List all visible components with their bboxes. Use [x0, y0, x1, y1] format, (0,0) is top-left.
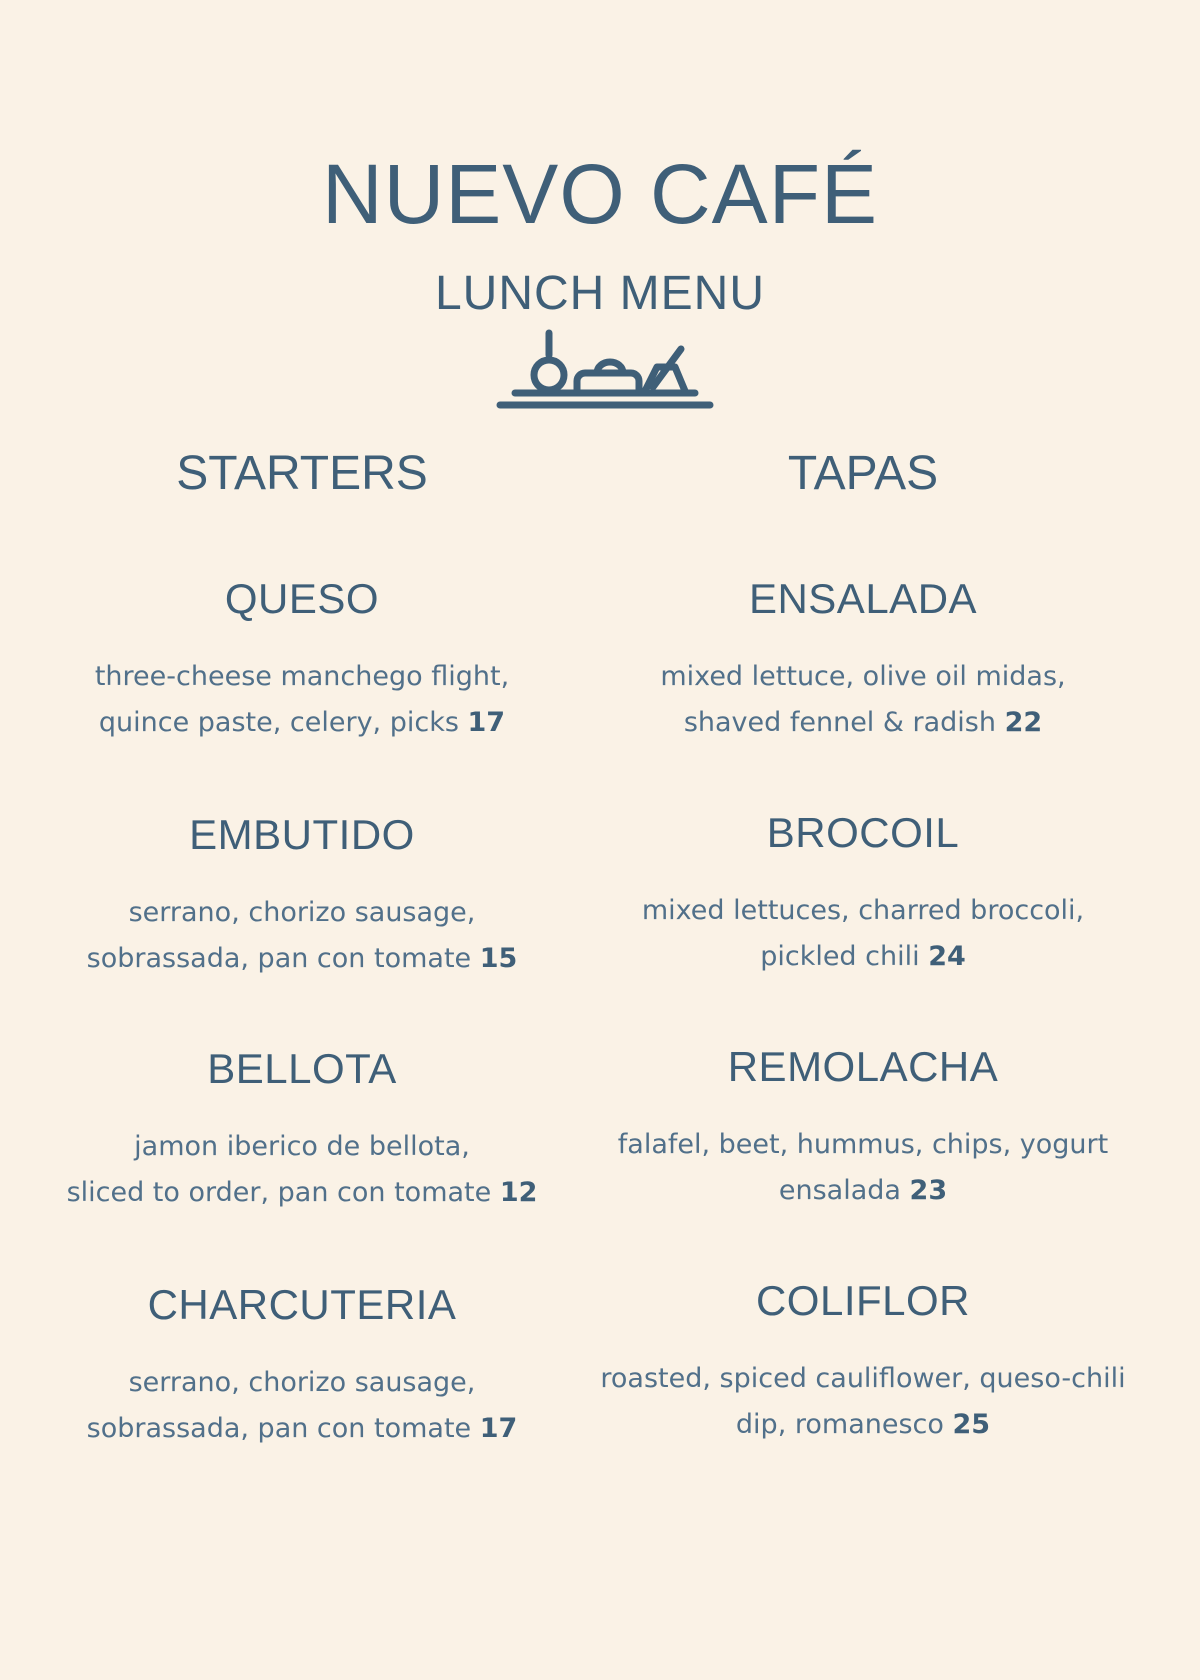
description-line [583, 700, 1143, 746]
description-line: serrano, chorizo sausage, [128, 1367, 476, 1398]
menu-item-description [22, 654, 582, 746]
description-text: sobrassada, pan con tomate [86, 943, 472, 974]
menu-item-description [583, 1122, 1143, 1214]
plated-dishes-icon [495, 325, 715, 415]
menu-item-price: 17 [479, 1413, 518, 1444]
description-line: three-cheese manchego flight, [94, 661, 510, 692]
menu-item-description [22, 890, 582, 982]
menu-item-name: EMBUTIDO [189, 811, 415, 858]
tapas-column [583, 447, 1143, 1440]
menu-item-name: BROCOIL [766, 809, 960, 856]
menu-item [22, 575, 582, 746]
description-text: pickled chili [760, 941, 920, 972]
menu-item [22, 1281, 582, 1452]
description-line: jamon iberico de bellota, [134, 1131, 470, 1162]
menu-item [583, 809, 1143, 980]
menu-item-description [22, 1124, 582, 1216]
menu-item-name: COLIFLOR [755, 1277, 971, 1324]
starters-column [22, 447, 582, 1444]
menu-item [583, 575, 1143, 746]
description-line [583, 1402, 1143, 1448]
page-title: NUEVO CAFÉ [321, 147, 879, 242]
description-line: mixed lettuce, olive oil midas, [660, 661, 1066, 692]
menu-item [583, 1277, 1143, 1448]
menu-item-price: 25 [952, 1409, 991, 1440]
description-line: mixed lettuces, charred broccoli, [641, 895, 1085, 926]
menu-item-price: 12 [499, 1177, 538, 1208]
description-line: serrano, chorizo sausage, [128, 897, 476, 928]
description-line: roasted, spiced cauliflower, queso-chili [600, 1363, 1126, 1394]
menu-item-name: QUESO [224, 575, 380, 622]
menu-item-price: 15 [479, 943, 518, 974]
description-text: sobrassada, pan con tomate [86, 1413, 472, 1444]
menu-item-price: 23 [909, 1175, 948, 1206]
description-line [22, 1406, 582, 1452]
menu-item-price: 17 [467, 707, 506, 738]
description-line [22, 936, 582, 982]
description-line: falafel, beet, hummus, chips, yogurt [617, 1129, 1109, 1160]
description-text: dip, romanesco [735, 1409, 944, 1440]
description-line [583, 934, 1143, 980]
description-text: shaved fennel & radish [683, 707, 996, 738]
menu-item [583, 1043, 1143, 1214]
menu-item-name: BELLOTA [207, 1045, 397, 1092]
menu-item-name: REMOLACHA [727, 1043, 999, 1090]
page-subtitle: LUNCH MENU [434, 266, 765, 320]
description-text: quince paste, celery, picks [98, 707, 459, 738]
menu-item-price: 22 [1004, 707, 1043, 738]
description-line [22, 700, 582, 746]
description-line [22, 1170, 582, 1216]
description-text: ensalada [778, 1175, 901, 1206]
menu-item-name: CHARCUTERIA [147, 1281, 457, 1328]
starters-heading: STARTERS [176, 447, 428, 500]
menu-item-description [583, 1356, 1143, 1448]
description-text: sliced to order, pan con tomate [66, 1177, 492, 1208]
menu-item-name: ENSALADA [748, 575, 978, 622]
tapas-heading: TAPAS [787, 447, 939, 500]
menu-item-price: 24 [928, 941, 966, 972]
menu-item [22, 811, 582, 982]
menu-item-description [583, 654, 1143, 746]
menu-item [22, 1045, 582, 1216]
menu-item-description [22, 1360, 582, 1452]
description-line [583, 1168, 1143, 1214]
menu-item-description [583, 888, 1143, 980]
